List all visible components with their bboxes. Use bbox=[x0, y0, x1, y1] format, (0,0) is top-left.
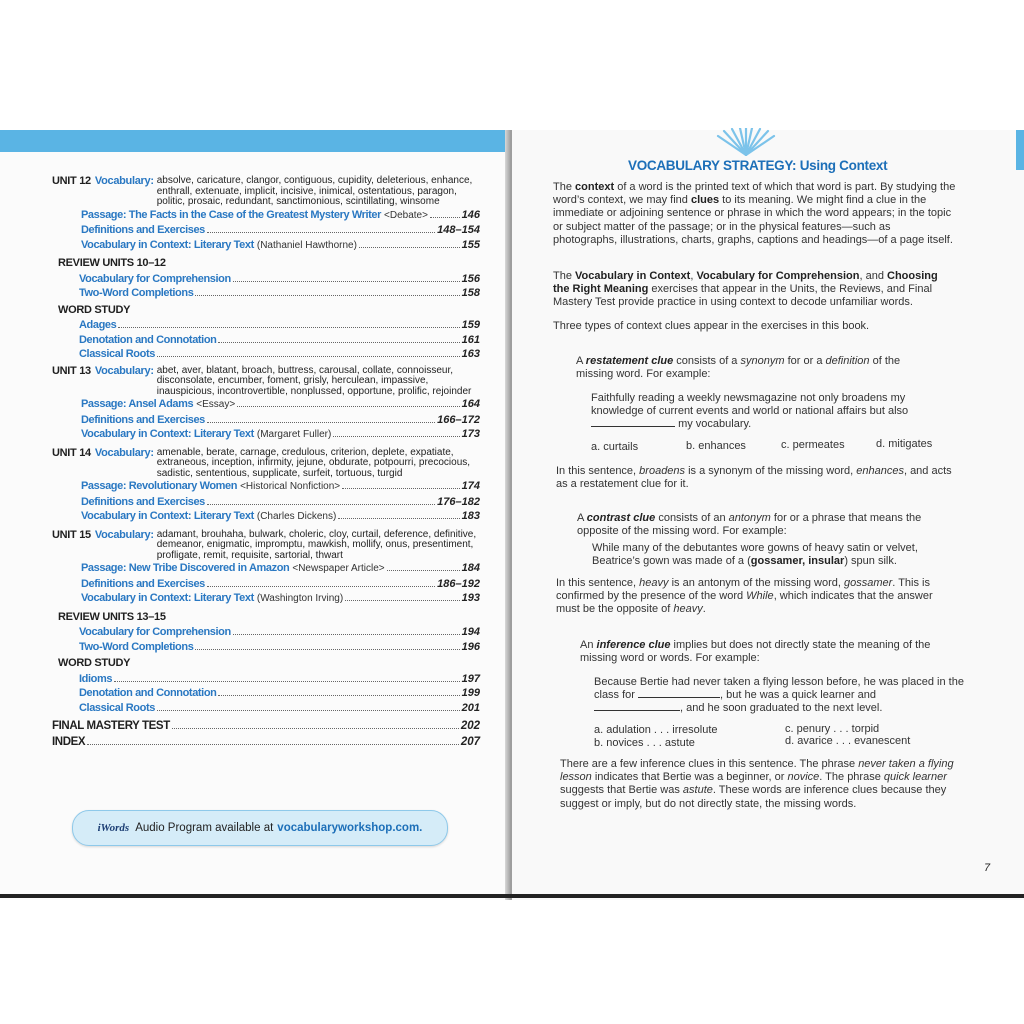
unit-14-entry bbox=[52, 448, 480, 525]
toc-link[interactable]: Denotation and Connotation bbox=[79, 333, 217, 346]
toc-link[interactable]: Definitions and Exercises bbox=[81, 413, 205, 426]
page-number: 166–172 bbox=[437, 413, 480, 426]
toc-link[interactable]: Vocabulary for Comprehension bbox=[79, 626, 231, 638]
toc-link[interactable]: Two-Word Completions bbox=[79, 640, 194, 653]
page-number: 201 bbox=[461, 701, 480, 714]
answer-choice[interactable]: a. adulation . . . irresolute bbox=[594, 724, 718, 736]
restatement-explanation: In this sentence, broadens is a synonym of the missing word, enhances, and acts as a restatement clue for it. bbox=[556, 465, 952, 491]
vocabulary-words: amenable, berate, carnage, credulous, criterion, deplete, expatiate, extraneous, inception, infirmity, jejune, obdurate, potpourri, precocious, sadistic, sententious, supplicate, surfeit, tortuous, turgid bbox=[156, 446, 471, 479]
paragraph-context: The context of a word is the printed text of which that word is part. By studying the word’s context, we may find clues to its meaning. We might find a clue in the immediate or adjoining sentence or phrase in which the word appears; in the topic or subject matter of the passage; or in the physical features—such as photographs, illustrations, charts, graphs, captions and headings—of a page itself. bbox=[553, 181, 956, 246]
page-number: 158 bbox=[461, 287, 480, 299]
toc-link[interactable]: Definitions and Exercises bbox=[81, 224, 205, 236]
vocabulary-words: absolve, caricature, clangor, contiguous, cupidity, deleterious, enhance, enthrall, extenuate, implicit, incisive, inimical, ostentatious, paragon, politic, prosaic, redundant, sanctimonious, scintillating, winsome bbox=[156, 175, 473, 207]
unit-label: UNIT 15 bbox=[52, 528, 91, 541]
vocabulary-words: adamant, brouhaha, bulwark, choleric, cloy, curtail, deference, definitive, demeanor, enigmatic, impromptu, mawkish, mollify, onus, presentiment, profligate, remit, requisite, sartorial, thwart bbox=[156, 528, 477, 561]
page-number: 159 bbox=[461, 319, 480, 331]
audio-url-link[interactable]: vocabularyworkshop.com. bbox=[277, 822, 423, 834]
toc-link[interactable]: Vocabulary in Context: Literary Text bbox=[81, 428, 254, 440]
page-number: 156 bbox=[461, 272, 480, 285]
vocabulary-label: Vocabulary: bbox=[94, 175, 154, 187]
page-number: 174 bbox=[461, 480, 480, 492]
toc-link[interactable]: Classical Roots bbox=[79, 348, 155, 360]
toc-note: <Debate> bbox=[384, 209, 428, 221]
toc-note: (Washington Irving) bbox=[256, 593, 344, 604]
table-of-contents bbox=[52, 176, 480, 750]
inference-explanation: There are a few inference clues in this sentence. The phrase never taken a flying lesson indicates that Bertie was a beginner, or novice. The phrase quick learner suggests that Bertie was astute. These words are inference clues because they suggest or imply, but do not directly state, the missing words. bbox=[560, 758, 954, 810]
index-link[interactable]: INDEX bbox=[52, 736, 86, 748]
audio-text: Audio Program available at bbox=[135, 822, 274, 834]
contrast-example: While many of the debutantes wore gowns of heavy satin or velvet, Beatrice’s gown was made of a (gossamer, insular) spun silk. bbox=[592, 542, 918, 568]
page-number: 193 bbox=[461, 592, 480, 604]
strategy-heading-main: VOCABULARY STRATEGY: bbox=[628, 158, 797, 173]
right-color-band bbox=[1016, 130, 1024, 170]
toc-note: (Charles Dickens) bbox=[256, 511, 337, 522]
vocabulary-words: abet, aver, blatant, broach, buttress, carousal, collate, connoisseur, disconsolate, encumber, foment, grisly, herculean, impassive, inauspicious, incontrovertible, nonplussed, opportune, prolific, rejoinder bbox=[156, 364, 472, 397]
section-heading: REVIEW UNITS 10–12 bbox=[58, 257, 166, 269]
page-number: 163 bbox=[461, 348, 480, 360]
inference-clue-definition: An inference clue implies but does not directly state the meaning of the missing word or words. For example: bbox=[580, 639, 931, 665]
iwords-logo: iWords bbox=[97, 822, 130, 834]
section-heading: REVIEW UNITS 13–15 bbox=[58, 610, 166, 623]
restatement-clue-definition: A restatement clue consists of a synonym for or a definition of the missing word. For example: bbox=[576, 355, 901, 381]
page-number: 194 bbox=[461, 626, 480, 638]
toc-link[interactable]: Vocabulary in Context: Literary Text bbox=[81, 592, 254, 604]
unit-12-entry bbox=[52, 176, 480, 253]
toc-link[interactable]: Idioms bbox=[79, 672, 113, 685]
unit-label: UNIT 13 bbox=[52, 364, 91, 377]
page-number: 196 bbox=[461, 640, 480, 653]
toc-link[interactable]: Passage: New Tribe Discovered in Amazon bbox=[81, 562, 290, 574]
vocabulary-label: Vocabulary: bbox=[94, 446, 154, 459]
page-number: 207 bbox=[460, 736, 480, 748]
toc-link[interactable]: Definitions and Exercises bbox=[81, 495, 205, 508]
page-number: 148–154 bbox=[437, 224, 480, 236]
paragraph-exercises: The Vocabulary in Context, Vocabulary for Comprehension, and Choosing the Right Meaning exercises that appear in the Units, the Reviews, and Final Mastery Test provide practice in using context to decode unfamiliar words. bbox=[553, 270, 938, 309]
left-page bbox=[0, 130, 510, 900]
unit-label: UNIT 12 bbox=[52, 175, 91, 187]
toc-note: <Essay> bbox=[196, 399, 236, 410]
page-number: 199 bbox=[461, 687, 480, 699]
contrast-explanation: In this sentence, heavy is an antonym of the missing word, gossamer. This is confirmed by the presence of the word While, which indicates that the answer must be the opposite of heavy. bbox=[556, 577, 933, 616]
toc-link[interactable]: Definitions and Exercises bbox=[81, 577, 205, 590]
page-number: 173 bbox=[461, 428, 480, 440]
inference-example: Because Bertie had never taken a flying lesson before, he was placed in the class for , but he was a quick learner and , and he soon graduated to the next level. bbox=[594, 676, 964, 715]
answer-choice[interactable]: d. mitigates bbox=[876, 438, 933, 450]
restatement-example: Faithfully reading a weekly newsmagazine not only broadens my knowledge of current events and world or national affairs but also my vocabulary. bbox=[591, 392, 909, 431]
page-number: 184 bbox=[461, 562, 480, 574]
answer-choice[interactable]: b. enhances bbox=[686, 440, 746, 452]
vocabulary-label: Vocabulary: bbox=[94, 364, 154, 377]
page-number: 7 bbox=[984, 862, 991, 874]
answer-choice[interactable]: a. curtails bbox=[591, 441, 639, 453]
final-mastery-test-link[interactable]: FINAL MASTERY TEST bbox=[52, 720, 170, 732]
sunburst-icon bbox=[716, 128, 776, 156]
contrast-clue-definition: A contrast clue consists of an antonym for or a phrase that means the opposite of the missing word. For example: bbox=[577, 512, 922, 538]
section-heading: WORD STUDY bbox=[58, 657, 131, 669]
unit-label: UNIT 14 bbox=[52, 446, 91, 459]
toc-link[interactable]: Denotation and Connotation bbox=[79, 687, 217, 699]
toc-note: (Margaret Fuller) bbox=[256, 429, 332, 440]
toc-link[interactable]: Passage: Revolutionary Women bbox=[81, 480, 238, 492]
page-number: 197 bbox=[461, 672, 480, 685]
vocabulary-label: Vocabulary: bbox=[94, 528, 154, 541]
page-number: 176–182 bbox=[437, 495, 480, 508]
paragraph-types: Three types of context clues appear in the exercises in this book. bbox=[553, 320, 870, 332]
answer-choice[interactable]: c. penury . . . torpid bbox=[785, 723, 880, 735]
page-number: 183 bbox=[461, 510, 480, 522]
answer-choice[interactable]: c. permeates bbox=[781, 439, 845, 451]
page-number: 161 bbox=[461, 333, 480, 346]
toc-link[interactable]: Vocabulary in Context: Literary Text bbox=[81, 238, 254, 251]
toc-link[interactable]: Classical Roots bbox=[79, 701, 155, 714]
strategy-heading-sub: Using Context bbox=[799, 158, 888, 173]
toc-note: <Historical Nonfiction> bbox=[240, 481, 341, 492]
page-number: 146 bbox=[461, 208, 480, 221]
unit-13-entry bbox=[52, 366, 480, 443]
section-heading: WORD STUDY bbox=[58, 303, 131, 316]
toc-link[interactable]: Two-Word Completions bbox=[79, 287, 194, 299]
unit-15-entry bbox=[52, 530, 480, 607]
toc-link[interactable]: Passage: Ansel Adams bbox=[81, 398, 194, 410]
toc-link[interactable]: Vocabulary in Context: Literary Text bbox=[81, 510, 254, 522]
toc-note: <Newspaper Article> bbox=[292, 563, 385, 574]
audio-program-banner bbox=[72, 810, 448, 846]
page-number: 164 bbox=[461, 398, 480, 410]
answer-choice[interactable]: d. avarice . . . evanescent bbox=[785, 735, 911, 747]
toc-note: (Nathaniel Hawthorne) bbox=[256, 239, 357, 251]
page-number: 202 bbox=[460, 720, 480, 732]
toc-link[interactable]: Passage: The Facts in the Case of the Greatest Mystery Writer bbox=[81, 208, 382, 221]
top-color-band bbox=[0, 130, 510, 152]
page-number: 186–192 bbox=[437, 577, 480, 590]
strategy-heading bbox=[628, 158, 898, 173]
answer-choice[interactable]: b. novices . . . astute bbox=[594, 737, 695, 749]
toc-link[interactable]: Vocabulary for Comprehension bbox=[79, 272, 231, 285]
page-number: 155 bbox=[461, 238, 480, 251]
toc-link[interactable]: Adages bbox=[79, 319, 117, 331]
page-bottom-edge bbox=[0, 894, 1024, 898]
